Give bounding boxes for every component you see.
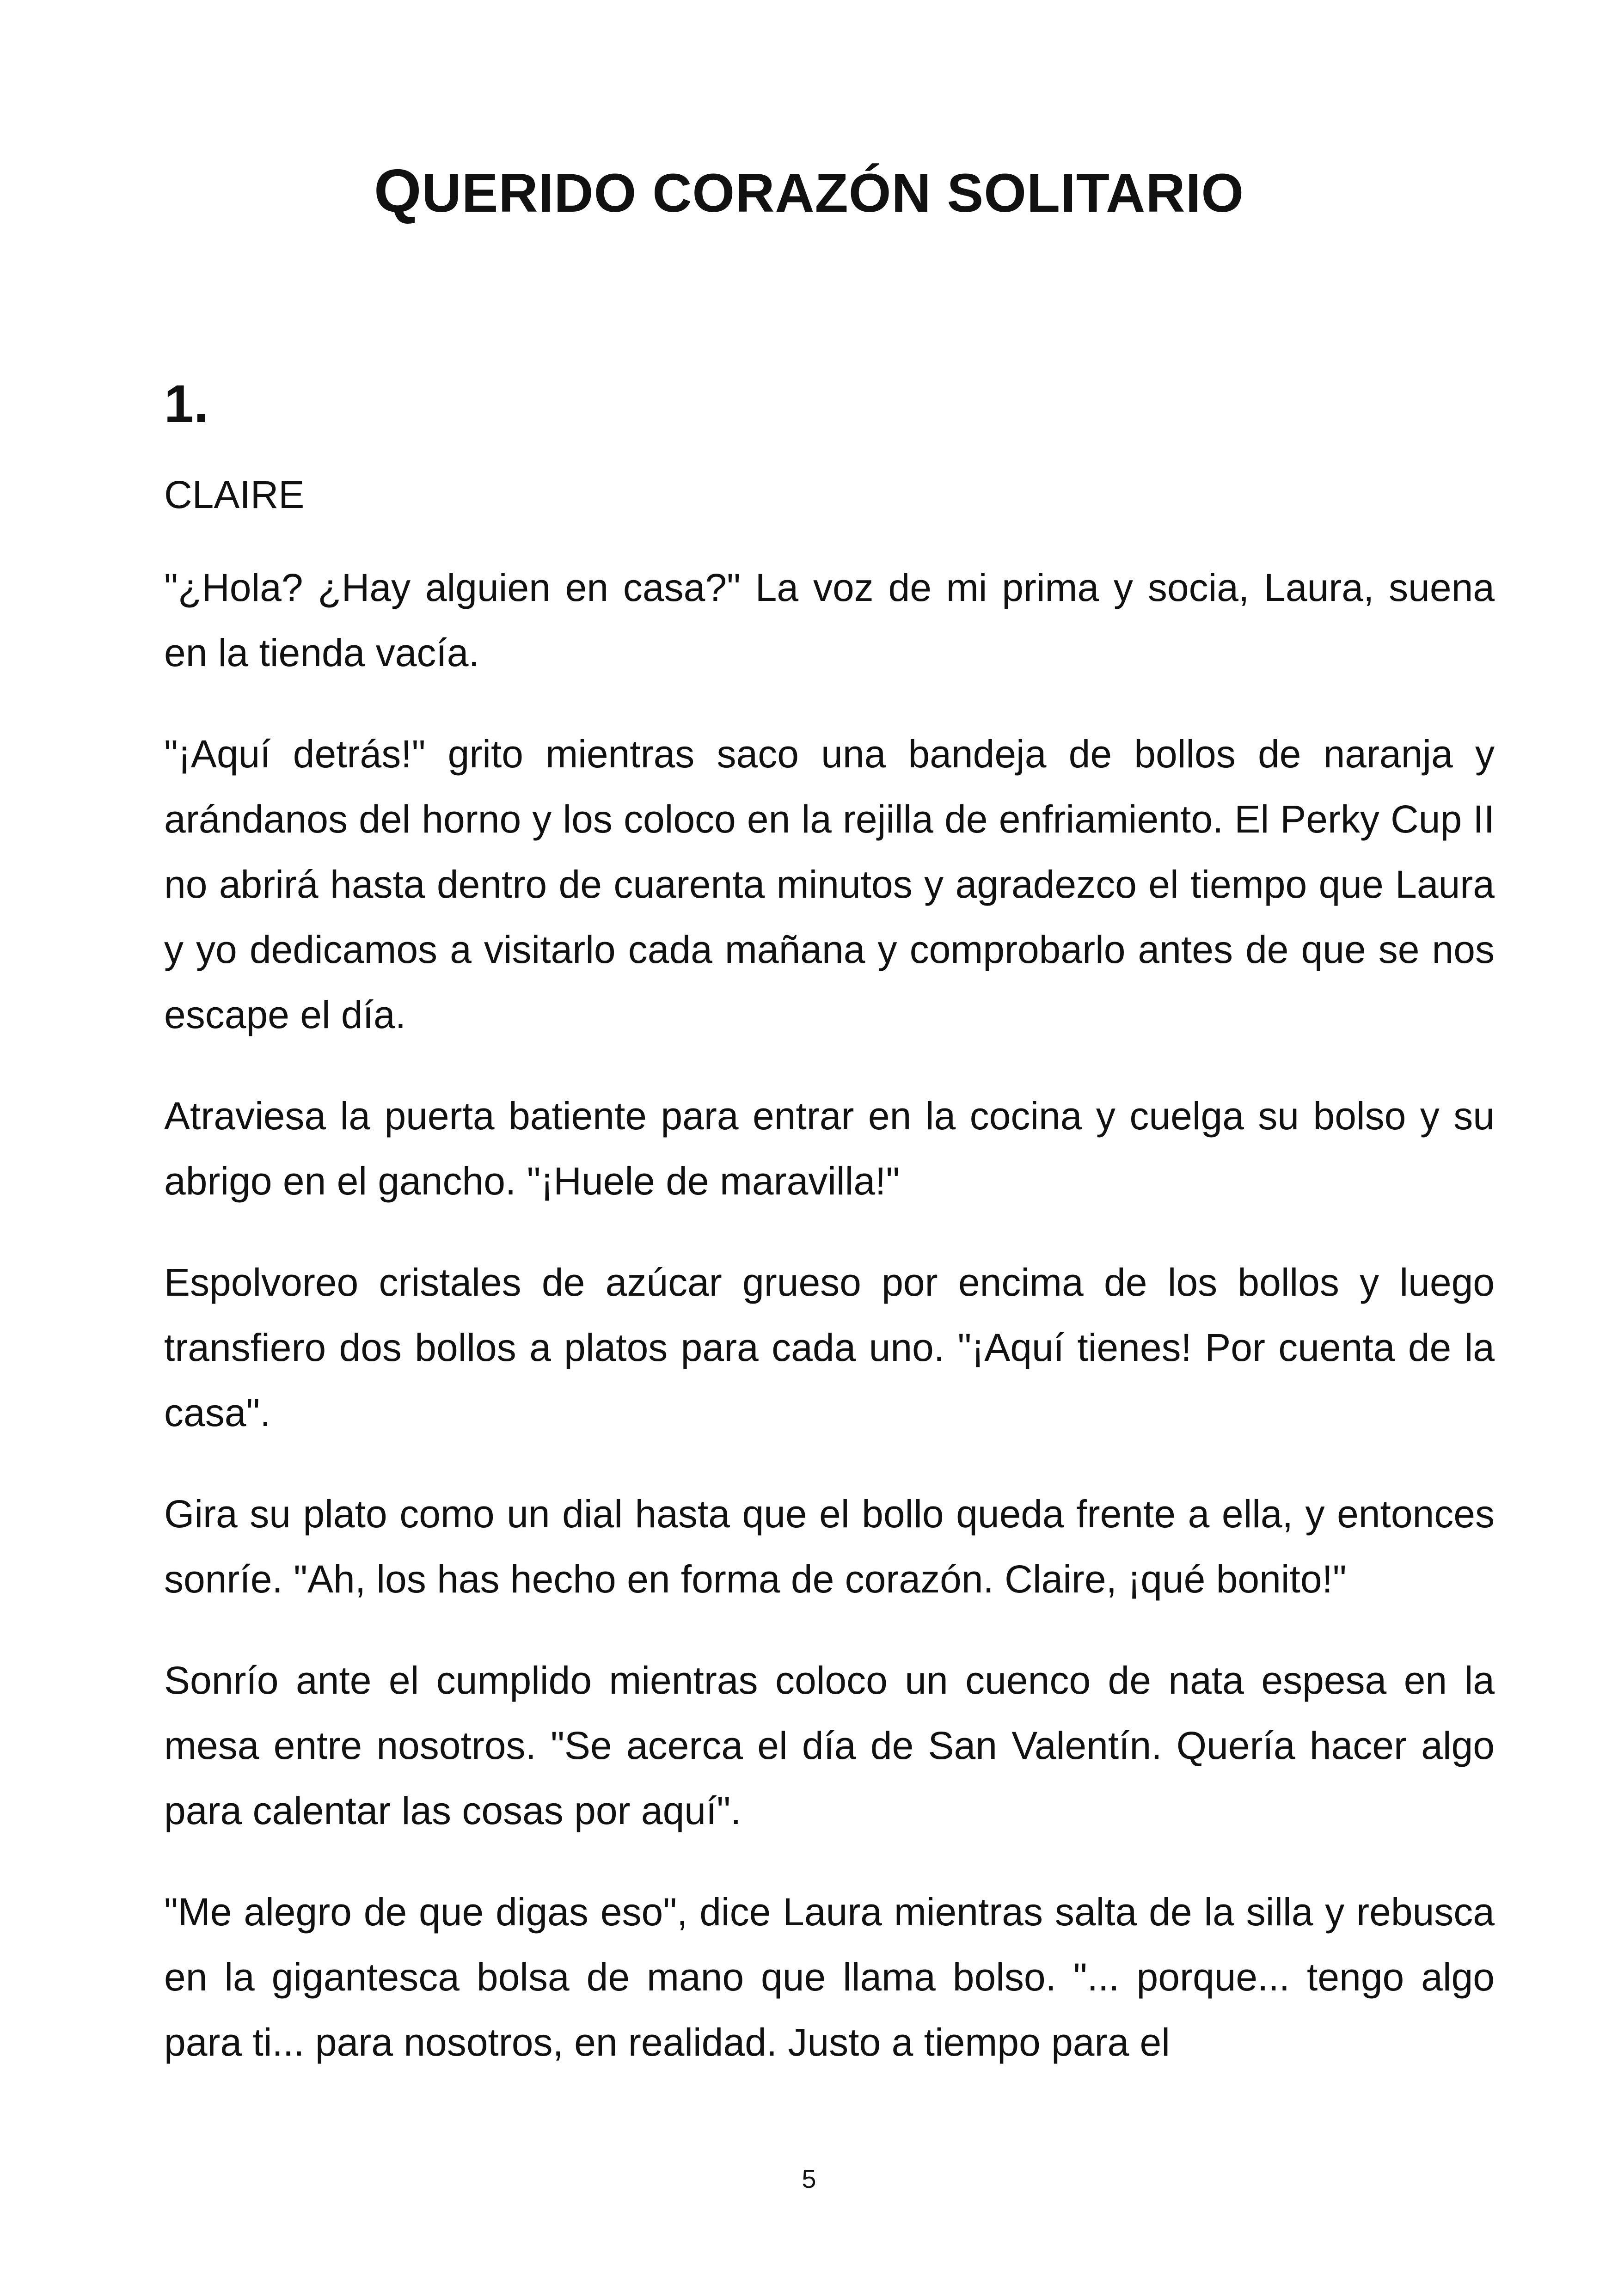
paragraph: Gira su plato como un dial hasta que el bollo queda frente a ella, y entonces sonríe. "Ah, los has hecho en forma de corazón. Claire, ¡qué bonito!" [164,1492,1495,1601]
page-number: 5 [802,2164,816,2193]
narrator-name: CLAIRE [164,473,305,516]
title-rest: UERIDO CORAZÓN SOLITARIO [422,163,1244,224]
paragraph: "Me alegro de que digas eso", dice Laura mientras salta de la silla y rebusca en la gigantesca bolsa de mano que llama bolso. "... porque... tengo algo para ti... para nosotros, en realidad. Justo a tiempo para el [164,1890,1495,2064]
paragraph: "¿Hola? ¿Hay alguien en casa?" La voz de mi prima y socia, Laura, suena en la tienda vacía. [164,566,1495,674]
chapter-title [0,154,1618,227]
title-initial: Q [374,157,422,225]
paragraph: Sonrío ante el cumplido mientras coloco un cuenco de nata espesa en la mesa entre nosotros. "Se acerca el día de San Valentín. Quería hacer algo para calentar las cosas por aquí". [164,1659,1495,1832]
chapter-number: 1. [164,374,208,434]
paragraph: "¡Aquí detrás!" grito mientras saco una bandeja de bollos de naranja y arándanos del horno y los coloco en la rejilla de enfriamiento. El Perky Cup II no abrirá hasta dentro de cuarenta minutos y agradezco el tiempo que Laura y yo dedicamos a visitarlo cada mañana y comprobarlo antes de que se nos escape el día. [164,732,1495,1036]
paragraph: Espolvoreo cristales de azúcar grueso por encima de los bollos y luego transfiero dos bollos a platos para cada uno. "¡Aquí tienes! Por cuenta de la casa". [164,1261,1495,1434]
chapter-body [164,462,1495,2111]
paragraph: Atraviesa la puerta batiente para entrar en la cocina y cuelga su bolso y su abrigo en el gancho. "¡Huele de maravilla!" [164,1094,1495,1203]
